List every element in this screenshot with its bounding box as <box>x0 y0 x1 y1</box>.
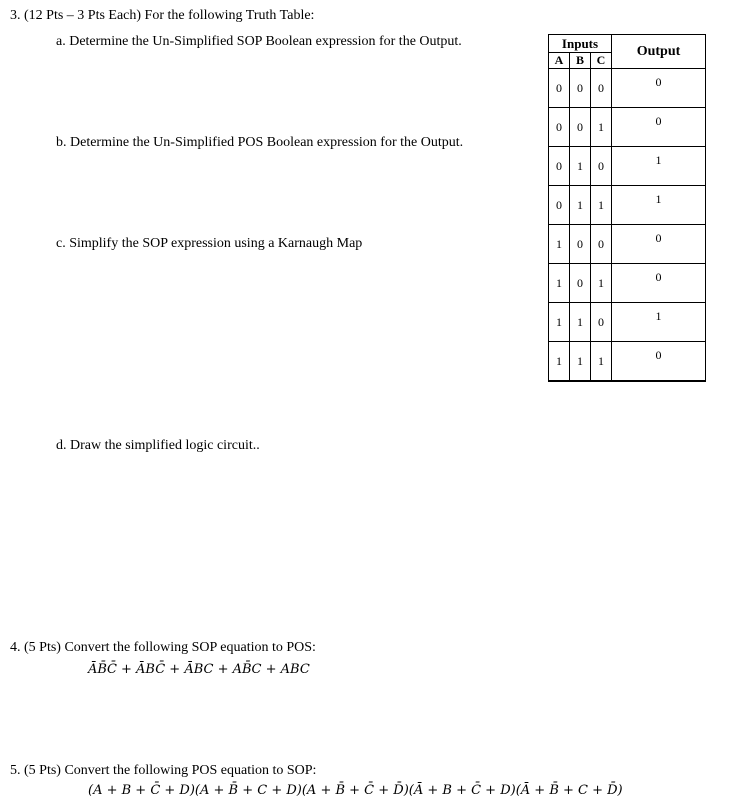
cell-output: 0 <box>612 69 706 108</box>
cell-c: 0 <box>591 69 612 108</box>
q5-equation: (A + B + C̄ + D)(A + B̄ + C + D)(A + B̄ + C̄ + D̄)(Ā + B + C̄ + D)(Ā + B̄ + C + D̄) <box>88 783 623 798</box>
cell-a: 1 <box>549 225 570 264</box>
q4-equation: ĀB̄C̄ + ĀBC̄ + ĀBC + AB̄C + ABC <box>88 662 310 677</box>
cell-a: 1 <box>549 303 570 342</box>
cell-b: 1 <box>570 147 591 186</box>
q5-header: 5. (5 Pts) Convert the following POS equation to SOP: <box>10 763 317 778</box>
table-row <box>549 69 706 108</box>
col-a-header: A <box>549 53 570 69</box>
q3-part-c: c. Simplify the SOP expression using a Karnaugh Map <box>56 236 363 251</box>
cell-a: 0 <box>549 69 570 108</box>
cell-output: 1 <box>612 147 706 186</box>
cell-a: 0 <box>549 108 570 147</box>
cell-b: 0 <box>570 225 591 264</box>
q3-part-b: b. Determine the Un-Simplified POS Boolean expression for the Output. <box>56 135 464 150</box>
cell-b: 0 <box>570 69 591 108</box>
cell-output: 0 <box>612 108 706 147</box>
cell-output: 0 <box>612 225 706 264</box>
q3-part-a: a. Determine the Un-Simplified SOP Boolean expression for the Output. <box>56 34 462 49</box>
cell-c: 1 <box>591 108 612 147</box>
table-row <box>549 108 706 147</box>
table-row <box>549 303 706 342</box>
cell-output: 1 <box>612 303 706 342</box>
table-row <box>549 225 706 264</box>
cell-b: 1 <box>570 186 591 225</box>
col-b-header: B <box>570 53 591 69</box>
cell-a: 1 <box>549 342 570 382</box>
table-row <box>549 147 706 186</box>
cell-a: 0 <box>549 147 570 186</box>
table-row <box>549 264 706 303</box>
col-c-header: C <box>591 53 612 69</box>
table-row <box>549 342 706 382</box>
output-header: Output <box>612 35 706 69</box>
q4-header: 4. (5 Pts) Convert the following SOP equation to POS: <box>10 640 316 655</box>
cell-output: 0 <box>612 342 706 382</box>
cell-c: 0 <box>591 225 612 264</box>
q3-header: 3. (12 Pts – 3 Pts Each) For the following Truth Table: <box>10 8 315 23</box>
q3-part-d: d. Draw the simplified logic circuit.. <box>56 438 260 453</box>
cell-output: 1 <box>612 186 706 225</box>
truth-table <box>548 34 706 382</box>
cell-b: 1 <box>570 342 591 382</box>
cell-b: 1 <box>570 303 591 342</box>
cell-c: 1 <box>591 186 612 225</box>
cell-c: 0 <box>591 147 612 186</box>
table-row <box>549 186 706 225</box>
cell-a: 0 <box>549 186 570 225</box>
cell-c: 0 <box>591 303 612 342</box>
cell-output: 0 <box>612 264 706 303</box>
cell-a: 1 <box>549 264 570 303</box>
cell-c: 1 <box>591 342 612 382</box>
cell-c: 1 <box>591 264 612 303</box>
inputs-header: Inputs <box>549 35 612 53</box>
cell-b: 0 <box>570 108 591 147</box>
cell-b: 0 <box>570 264 591 303</box>
